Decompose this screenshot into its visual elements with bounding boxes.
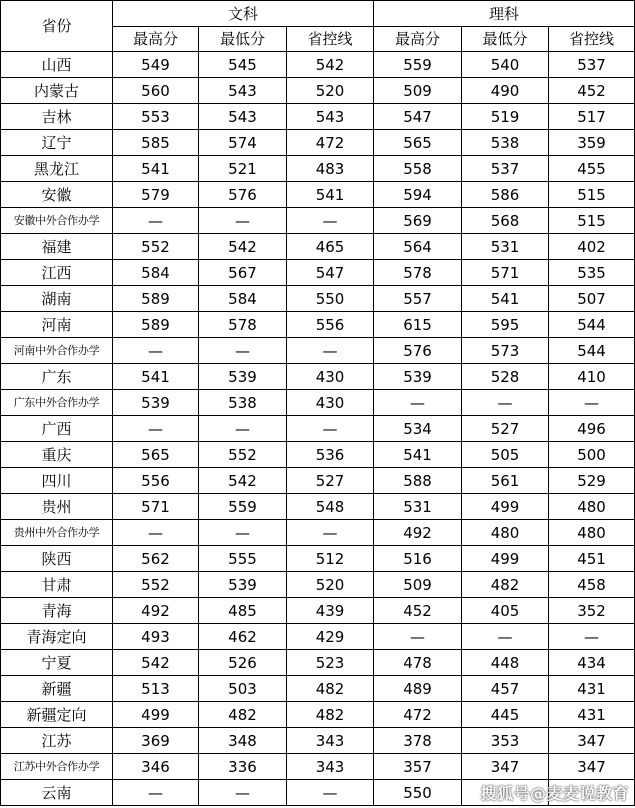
- cell-wenke-max: —: [113, 416, 199, 442]
- header-group-wenke: 文科: [113, 1, 374, 27]
- cell-province: 陕西: [1, 546, 113, 572]
- cell-wenke-line: 547: [287, 260, 374, 286]
- cell-wenke-max: —: [113, 780, 199, 806]
- cell-like-line: 480: [549, 520, 635, 546]
- cell-province: 山西: [1, 52, 113, 78]
- cell-wenke-max: 492: [113, 598, 199, 624]
- cell-province: 新疆: [1, 676, 113, 702]
- cell-wenke-max: 513: [113, 676, 199, 702]
- cell-like-min: 528: [462, 364, 549, 390]
- cell-like-max: —: [374, 624, 462, 650]
- cell-wenke-max: 346: [113, 754, 199, 780]
- table-row: [1, 338, 635, 364]
- cell-like-line: 537: [549, 52, 635, 78]
- cell-like-max: 565: [374, 130, 462, 156]
- cell-province: 四川: [1, 468, 113, 494]
- cell-like-min: 527: [462, 416, 549, 442]
- header-province: 省份: [1, 1, 113, 52]
- cell-like-min: 499: [462, 494, 549, 520]
- cell-province: 内蒙古: [1, 78, 113, 104]
- cell-wenke-min: 485: [199, 598, 287, 624]
- cell-province: 青海定向: [1, 624, 113, 650]
- cell-province: 宁夏: [1, 650, 113, 676]
- cell-wenke-line: —: [287, 208, 374, 234]
- cell-wenke-min: 543: [199, 104, 287, 130]
- cell-like-line: 359: [549, 130, 635, 156]
- cell-wenke-max: 499: [113, 702, 199, 728]
- table-row: [1, 468, 635, 494]
- cell-wenke-max: 541: [113, 364, 199, 390]
- header-group-like: 理科: [374, 1, 635, 27]
- cell-like-line: 452: [549, 78, 635, 104]
- cell-wenke-max: 552: [113, 572, 199, 598]
- cell-wenke-max: 562: [113, 546, 199, 572]
- table-row: [1, 702, 635, 728]
- table-row: [1, 754, 635, 780]
- cell-wenke-min: 574: [199, 130, 287, 156]
- cell-like-min: 353: [462, 728, 549, 754]
- cell-wenke-line: 527: [287, 468, 374, 494]
- table-row: [1, 676, 635, 702]
- cell-like-min: 445: [462, 702, 549, 728]
- cell-wenke-max: 541: [113, 156, 199, 182]
- cell-province: 安徽: [1, 182, 113, 208]
- header-wenke-max: 最高分: [113, 27, 199, 52]
- cell-like-max: 531: [374, 494, 462, 520]
- cell-wenke-line: 429: [287, 624, 374, 650]
- cell-like-line: 517: [549, 104, 635, 130]
- cell-like-min: —: [462, 390, 549, 416]
- table-row: [1, 598, 635, 624]
- cell-like-max: 559: [374, 52, 462, 78]
- table-row: [1, 520, 635, 546]
- cell-like-max: 534: [374, 416, 462, 442]
- cell-wenke-line: 542: [287, 52, 374, 78]
- cell-province: 江西: [1, 260, 113, 286]
- header-wenke-line: 省控线: [287, 27, 374, 52]
- cell-province: 福建: [1, 234, 113, 260]
- cell-wenke-min: 336: [199, 754, 287, 780]
- table-row: [1, 260, 635, 286]
- cell-like-min: 405: [462, 598, 549, 624]
- cell-like-min: 561: [462, 468, 549, 494]
- cell-like-min: —: [462, 624, 549, 650]
- cell-like-min: 519: [462, 104, 549, 130]
- cell-wenke-line: 465: [287, 234, 374, 260]
- cell-province: 广东中外合作办学: [1, 390, 113, 416]
- table-row: [1, 78, 635, 104]
- cell-wenke-min: 576: [199, 182, 287, 208]
- cell-province: 湖南: [1, 286, 113, 312]
- cell-province: 江苏: [1, 728, 113, 754]
- cell-like-line: 515: [549, 182, 635, 208]
- cell-wenke-max: 579: [113, 182, 199, 208]
- cell-wenke-line: 520: [287, 78, 374, 104]
- cell-province: 甘肃: [1, 572, 113, 598]
- cell-wenke-max: 552: [113, 234, 199, 260]
- cell-wenke-max: 553: [113, 104, 199, 130]
- cell-wenke-min: 539: [199, 364, 287, 390]
- cell-wenke-line: 536: [287, 442, 374, 468]
- table-row: [1, 104, 635, 130]
- cell-province: 云南: [1, 780, 113, 806]
- cell-province: 青海: [1, 598, 113, 624]
- cell-wenke-max: 539: [113, 390, 199, 416]
- table-row: [1, 650, 635, 676]
- cell-wenke-min: 526: [199, 650, 287, 676]
- cell-like-max: 489: [374, 676, 462, 702]
- cell-wenke-line: —: [287, 780, 374, 806]
- cell-wenke-min: 543: [199, 78, 287, 104]
- cell-like-min: 573: [462, 338, 549, 364]
- header-row-groups: [1, 1, 635, 27]
- cell-province: 安徽中外合作办学: [1, 208, 113, 234]
- cell-province: 新疆定向: [1, 702, 113, 728]
- cell-wenke-line: 512: [287, 546, 374, 572]
- cell-like-line: 544: [549, 338, 635, 364]
- cell-province: 广西: [1, 416, 113, 442]
- cell-wenke-max: 589: [113, 312, 199, 338]
- cell-like-line: 480: [549, 494, 635, 520]
- cell-like-max: 378: [374, 728, 462, 754]
- cell-province: 贵州中外合作办学: [1, 520, 113, 546]
- cell-wenke-max: 560: [113, 78, 199, 104]
- cell-wenke-line: 543: [287, 104, 374, 130]
- cell-like-max: 594: [374, 182, 462, 208]
- cell-like-line: 496: [549, 416, 635, 442]
- cell-like-min: 595: [462, 312, 549, 338]
- cell-wenke-line: 523: [287, 650, 374, 676]
- cell-like-line: —: [549, 390, 635, 416]
- cell-wenke-line: 343: [287, 728, 374, 754]
- cell-wenke-line: 482: [287, 702, 374, 728]
- cell-like-line: 347: [549, 728, 635, 754]
- table-row: [1, 494, 635, 520]
- table-row: [1, 52, 635, 78]
- cell-wenke-line: 548: [287, 494, 374, 520]
- cell-wenke-min: —: [199, 338, 287, 364]
- cell-wenke-min: 559: [199, 494, 287, 520]
- cell-wenke-min: 552: [199, 442, 287, 468]
- cell-like-max: —: [374, 390, 462, 416]
- cell-like-max: 509: [374, 78, 462, 104]
- cell-like-max: 557: [374, 286, 462, 312]
- cell-province: 贵州: [1, 494, 113, 520]
- cell-wenke-max: 589: [113, 286, 199, 312]
- cell-wenke-max: —: [113, 208, 199, 234]
- cell-province: 江苏中外合作办学: [1, 754, 113, 780]
- cell-like-min: 586: [462, 182, 549, 208]
- cell-like-line: 455: [549, 156, 635, 182]
- cell-wenke-max: 585: [113, 130, 199, 156]
- table-row: [1, 182, 635, 208]
- cell-province: 河南: [1, 312, 113, 338]
- table-row: [1, 546, 635, 572]
- cell-wenke-max: 369: [113, 728, 199, 754]
- cell-province: 广东: [1, 364, 113, 390]
- cell-wenke-min: 348: [199, 728, 287, 754]
- cell-like-min: 448: [462, 650, 549, 676]
- cell-like-line: 544: [549, 312, 635, 338]
- table-row: [1, 624, 635, 650]
- cell-like-max: 547: [374, 104, 462, 130]
- cell-like-min: 538: [462, 130, 549, 156]
- cell-wenke-max: 556: [113, 468, 199, 494]
- cell-wenke-min: 542: [199, 234, 287, 260]
- table-row: [1, 364, 635, 390]
- cell-wenke-max: 549: [113, 52, 199, 78]
- cell-like-max: 492: [374, 520, 462, 546]
- cell-wenke-max: 565: [113, 442, 199, 468]
- table-row: [1, 312, 635, 338]
- cell-like-min: 490: [462, 78, 549, 104]
- cell-like-max: 550: [374, 780, 462, 806]
- cell-wenke-line: 550: [287, 286, 374, 312]
- cell-like-max: 541: [374, 442, 462, 468]
- cell-like-min: 531: [462, 234, 549, 260]
- cell-wenke-min: 542: [199, 468, 287, 494]
- cell-like-line: 451: [549, 546, 635, 572]
- watermark-text: 搜狐号@麦麦说教育: [480, 784, 629, 803]
- cell-wenke-min: 545: [199, 52, 287, 78]
- cell-wenke-min: 503: [199, 676, 287, 702]
- cell-like-max: 452: [374, 598, 462, 624]
- table-body: [1, 1, 635, 806]
- cell-like-line: 458: [549, 572, 635, 598]
- table-row: [1, 286, 635, 312]
- cell-like-min: 347: [462, 754, 549, 780]
- cell-like-max: 569: [374, 208, 462, 234]
- cell-like-max: 558: [374, 156, 462, 182]
- cell-wenke-min: —: [199, 780, 287, 806]
- table-row: [1, 156, 635, 182]
- cell-like-min: 482: [462, 572, 549, 598]
- cell-like-min: 541: [462, 286, 549, 312]
- header-like-max: 最高分: [374, 27, 462, 52]
- cell-like-line: 352: [549, 598, 635, 624]
- table-row: [1, 442, 635, 468]
- cell-like-min: 457: [462, 676, 549, 702]
- cell-like-line: 535: [549, 260, 635, 286]
- table-row: [1, 572, 635, 598]
- cell-like-line: —: [549, 624, 635, 650]
- table-row: [1, 416, 635, 442]
- cell-wenke-line: —: [287, 416, 374, 442]
- cell-like-min: 480: [462, 520, 549, 546]
- cell-wenke-min: 462: [199, 624, 287, 650]
- cell-province: 吉林: [1, 104, 113, 130]
- cell-wenke-min: 578: [199, 312, 287, 338]
- cell-wenke-max: —: [113, 520, 199, 546]
- cell-like-line: 507: [549, 286, 635, 312]
- cell-like-line: 431: [549, 702, 635, 728]
- cell-like-line: 515: [549, 208, 635, 234]
- cell-like-min: 537: [462, 156, 549, 182]
- cell-wenke-line: —: [287, 520, 374, 546]
- header-like-min: 最低分: [462, 27, 549, 52]
- cell-wenke-min: —: [199, 520, 287, 546]
- cell-like-max: 357: [374, 754, 462, 780]
- cell-like-line: 529: [549, 468, 635, 494]
- cell-province: 黑龙江: [1, 156, 113, 182]
- cell-like-max: 516: [374, 546, 462, 572]
- cell-wenke-min: 584: [199, 286, 287, 312]
- cell-wenke-line: —: [287, 338, 374, 364]
- table-row: [1, 208, 635, 234]
- cell-like-line: 434: [549, 650, 635, 676]
- cell-wenke-line: 430: [287, 390, 374, 416]
- cell-like-max: 564: [374, 234, 462, 260]
- cell-wenke-line: 483: [287, 156, 374, 182]
- cell-wenke-line: 556: [287, 312, 374, 338]
- cell-wenke-min: 538: [199, 390, 287, 416]
- cell-province: 辽宁: [1, 130, 113, 156]
- cell-like-min: 499: [462, 546, 549, 572]
- cell-wenke-min: —: [199, 208, 287, 234]
- cell-wenke-max: 571: [113, 494, 199, 520]
- cell-wenke-line: 541: [287, 182, 374, 208]
- cell-like-min: 505: [462, 442, 549, 468]
- cell-like-max: 478: [374, 650, 462, 676]
- cell-like-line: 431: [549, 676, 635, 702]
- table-row: [1, 234, 635, 260]
- cell-wenke-min: 482: [199, 702, 287, 728]
- cell-like-line: 402: [549, 234, 635, 260]
- cell-wenke-line: 343: [287, 754, 374, 780]
- cell-wenke-line: 520: [287, 572, 374, 598]
- cell-wenke-min: 539: [199, 572, 287, 598]
- cell-like-min: 571: [462, 260, 549, 286]
- cell-wenke-min: 555: [199, 546, 287, 572]
- cell-province: 重庆: [1, 442, 113, 468]
- cell-like-max: 509: [374, 572, 462, 598]
- header-like-line: 省控线: [549, 27, 635, 52]
- cell-wenke-min: 521: [199, 156, 287, 182]
- cell-wenke-max: —: [113, 338, 199, 364]
- cell-wenke-line: 430: [287, 364, 374, 390]
- cell-like-max: 539: [374, 364, 462, 390]
- cell-wenke-max: 584: [113, 260, 199, 286]
- cell-wenke-line: 439: [287, 598, 374, 624]
- cell-like-max: 576: [374, 338, 462, 364]
- table-row: [1, 130, 635, 156]
- cell-like-max: 578: [374, 260, 462, 286]
- cell-like-max: 472: [374, 702, 462, 728]
- cell-wenke-line: 482: [287, 676, 374, 702]
- cell-wenke-line: 472: [287, 130, 374, 156]
- cell-like-max: 615: [374, 312, 462, 338]
- cell-wenke-min: —: [199, 416, 287, 442]
- cell-wenke-max: 542: [113, 650, 199, 676]
- cell-like-min: 568: [462, 208, 549, 234]
- cell-province: 河南中外合作办学: [1, 338, 113, 364]
- cell-like-line: 347: [549, 754, 635, 780]
- cell-like-max: 588: [374, 468, 462, 494]
- cell-like-min: 540: [462, 52, 549, 78]
- table-row: [1, 728, 635, 754]
- cell-like-line: 500: [549, 442, 635, 468]
- table-row: [1, 390, 635, 416]
- cell-wenke-min: 567: [199, 260, 287, 286]
- header-wenke-min: 最低分: [199, 27, 287, 52]
- cell-wenke-max: 493: [113, 624, 199, 650]
- cell-like-line: 410: [549, 364, 635, 390]
